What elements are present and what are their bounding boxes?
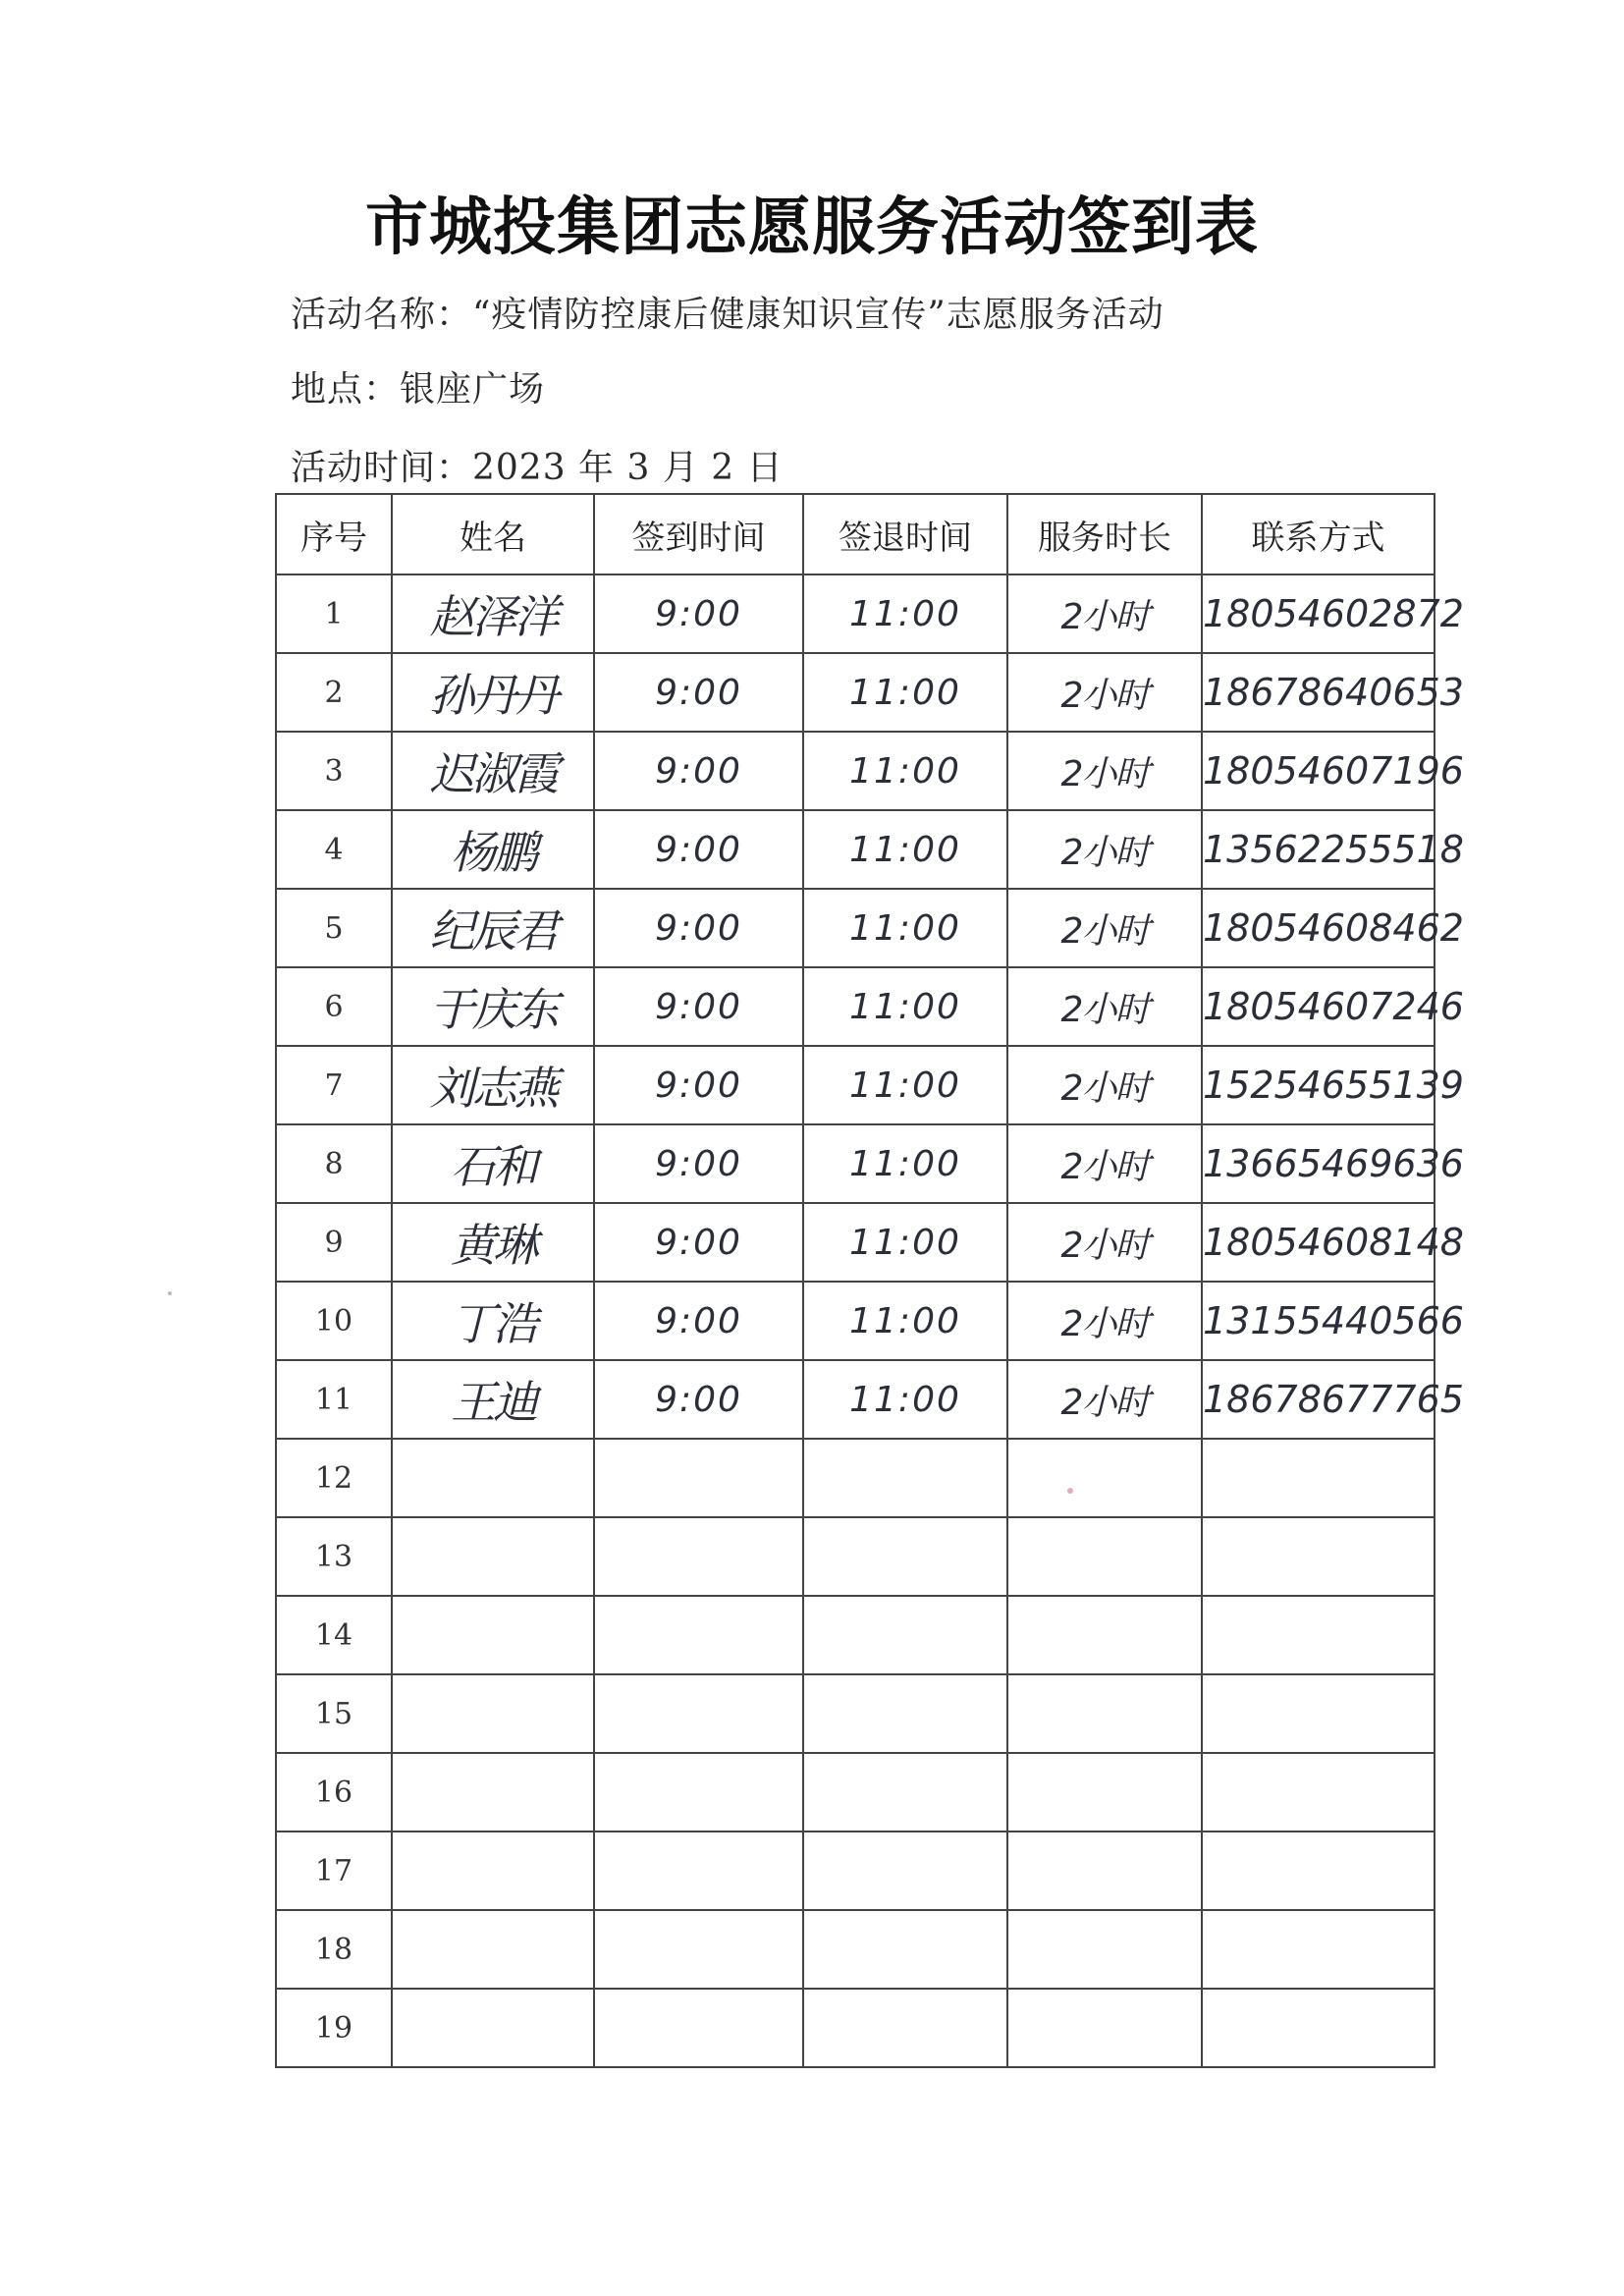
checkin-time: 9:00 [655,1379,742,1420]
service-duration: 2小时 [1060,1225,1149,1266]
row-number: 15 [314,1696,353,1731]
row-number: 10 [314,1303,353,1339]
row-number: 6 [324,989,344,1024]
col-header-checkout: 签退时间 [803,494,1007,574]
checkin-time: 9:00 [655,1300,742,1341]
service-duration: 2小时 [1060,596,1149,637]
checkin-time: 9:00 [655,1065,742,1106]
name-signature: 纪辰君 [429,904,557,957]
row-number: 16 [314,1775,353,1810]
row-number: 2 [324,675,344,710]
service-duration: 2小时 [1060,753,1149,794]
col-header-duration: 服务时长 [1007,494,1202,574]
contact-phone: 13155440566 [1203,1299,1464,1342]
row-number: 18 [314,1932,353,1967]
contact-phone: 13562255518 [1203,828,1464,871]
checkout-time: 11:00 [849,593,961,634]
service-duration: 2小时 [1060,832,1149,873]
checkout-time: 11:00 [849,1222,961,1263]
service-duration: 2小时 [1060,1303,1149,1344]
page-title: 市城投集团志愿服务活动签到表 [365,191,1259,264]
checkout-time: 11:00 [849,829,961,870]
name-signature: 石和 [451,1140,535,1193]
row-number: 1 [324,596,344,631]
name-signature: 丁浩 [451,1297,535,1350]
row-number: 19 [314,2010,353,2046]
service-duration: 2小时 [1060,1067,1149,1109]
contact-phone: 18678677765 [1203,1378,1464,1421]
contact-phone: 13665469636 [1203,1142,1464,1185]
name-signature: 赵泽洋 [429,590,557,643]
contact-phone: 15254655139 [1203,1064,1464,1107]
service-duration: 2小时 [1060,675,1149,716]
checkout-time: 11:00 [849,1300,961,1341]
row-number: 14 [314,1617,353,1653]
checkout-time: 11:00 [849,986,961,1027]
checkin-time: 9:00 [655,829,742,870]
checkout-time: 11:00 [849,907,961,949]
checkin-time: 9:00 [655,593,742,634]
name-signature: 孙丹丹 [429,669,557,722]
row-number: 11 [314,1382,353,1417]
name-signature: 刘志燕 [429,1062,557,1115]
contact-phone: 18678640653 [1203,671,1464,714]
service-duration: 2小时 [1060,1146,1149,1187]
row-number: 9 [324,1225,344,1260]
service-duration: 2小时 [1060,989,1149,1030]
name-signature: 杨鹏 [451,826,535,879]
checkin-time: 9:00 [655,907,742,949]
row-number: 3 [324,753,344,789]
name-signature: 王迪 [451,1376,535,1429]
activity-location: 地点：银座广场 [291,369,546,410]
checkout-time: 11:00 [849,1143,961,1184]
row-number: 5 [324,910,344,946]
contact-phone: 18054608148 [1203,1221,1464,1264]
col-header-contact: 联系方式 [1202,494,1435,574]
row-number: 13 [314,1539,353,1574]
checkin-time: 9:00 [655,672,742,713]
service-duration: 2小时 [1060,910,1149,952]
checkout-time: 11:00 [849,1065,961,1106]
row-number: 8 [324,1146,344,1181]
col-header-checkin: 签到时间 [594,494,803,574]
contact-phone: 18054608462 [1203,906,1464,950]
contact-phone: 18054602872 [1203,592,1464,635]
row-number: 4 [324,832,344,867]
row-number: 12 [314,1460,353,1496]
checkin-time: 9:00 [655,750,742,792]
name-signature: 迟淑霞 [429,747,557,800]
row-number: 17 [314,1853,353,1888]
checkin-time: 9:00 [655,986,742,1027]
name-signature: 于庆东 [429,983,557,1036]
col-header-no: 序号 [276,494,392,574]
contact-phone: 18054607246 [1203,985,1464,1028]
checkout-time: 11:00 [849,672,961,713]
col-header-name: 姓名 [392,494,594,574]
checkin-time: 9:00 [655,1222,742,1263]
checkout-time: 11:00 [849,750,961,792]
activity-time: 活动时间：2023 年 3 月 2 日 [291,448,784,488]
name-signature: 黄琳 [451,1219,535,1272]
activity-name: 活动名称：“疫情防控康后健康知识宣传”志愿服务活动 [291,295,1164,335]
row-number: 7 [324,1067,344,1103]
service-duration: 2小时 [1060,1382,1149,1423]
checkin-time: 9:00 [655,1143,742,1184]
contact-phone: 18054607196 [1203,749,1464,793]
checkout-time: 11:00 [849,1379,961,1420]
